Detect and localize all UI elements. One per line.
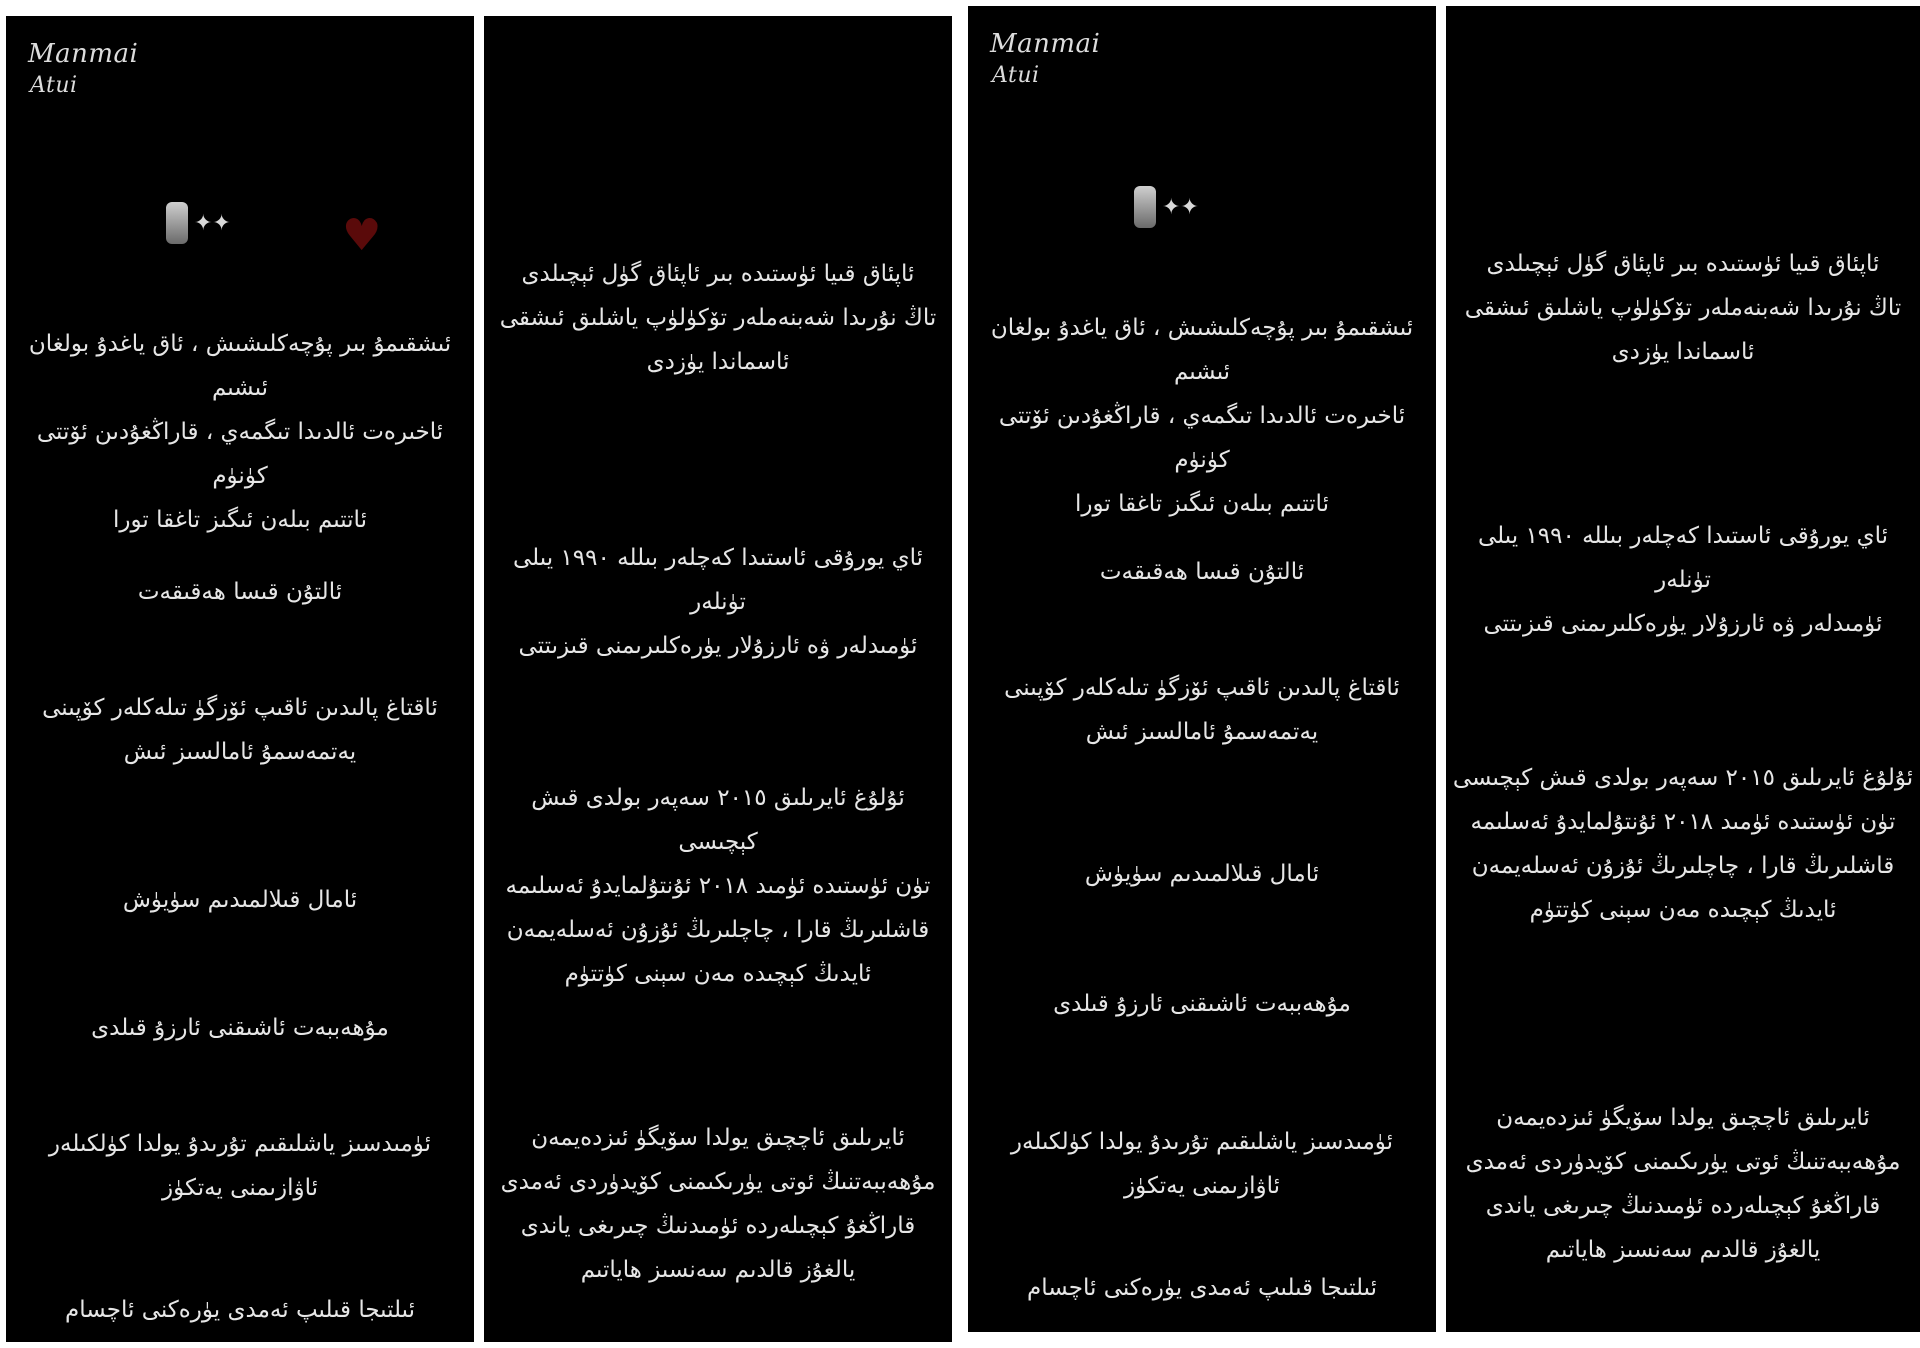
emblem-mark: ✦✦ (1162, 194, 1199, 220)
verse-block: ئاپئاق قىيا ئۈستىدە بىر ئاپئاق گۈل ئېچىلدى تاڭ نۇرىدا شەبنەملەر تۆكۈلۈپ ياشلىق ئىشقى ئاسماندا يۈزدى (1464, 251, 1902, 365)
verse-block: ئاي يورۇقى ئاستىدا كەچلەر بىللە ١٩٩٠ يىلى تۈنلەر ئۈمىدلەر ۋە ئارزۇلار يۈرەكلىرىمنى قىزىتتى (1478, 523, 1888, 637)
emblem-badge (1134, 186, 1199, 228)
verse-block: ئۇلۇغ ئايرىلىق ٢٠١٥ سەپەر بولدى قىش كېچىسى تۈن ئۈستىدە ئۈمىد ٢٠١٨ ئۇنتۇلمايدۇ ئەسلىمە قاشلىرىڭ قارا ، چاچلىرىڭ ئۇزۇن ئەسلەيمەن ئايدىڭ كېچىدە مەن سېنى كۈتتۈم (1452, 765, 1914, 923)
verse-block: مۇھەببەت ئاشىقنى ئارزۇ قىلدى (91, 1015, 389, 1041)
verse-block: ئامال قىلالمىدىم سۈيۈش (122, 887, 358, 913)
author-watermark (28, 38, 138, 100)
story-panel-3 (968, 6, 1436, 1332)
verse-block: ئىلتىجا قىلىپ ئەمدى يۈرەكنى ئاچسام (64, 1297, 416, 1323)
verse-block: ئىلتىجا قىلىپ ئەمدى يۈرەكنى ئاچسام (1026, 1275, 1378, 1301)
author-sub: Atui (30, 72, 78, 98)
heart-icon: ♥ (342, 210, 382, 261)
author-sub: Atui (992, 62, 1040, 88)
emblem-mark: ✦✦ (194, 210, 231, 236)
candle-icon (1134, 186, 1156, 228)
story-panel-1 (6, 16, 474, 1342)
verse-block: ئايرىلىق ئاچچىق يولدا سۆيگۈ ئىزدەيمەن مۇھەببەتنىڭ ئوتى يۈرىكىمنى كۆيدۈردى ئەمدى قاراڭغۇ كېچىلەردە ئۈمىدنىڭ چىرىغى ياندى يالغۇز قالدىم سەنسىز ھاياتىم (500, 1125, 936, 1283)
panel-divider (956, 6, 959, 1332)
verse-block: ئاي يورۇقى ئاستىدا كەچلەر بىللە ١٩٩٠ يىلى تۈنلەر ئۈمىدلەر ۋە ئارزۇلار يۈرەكلىرىمنى قىزىتتى (513, 545, 923, 659)
verse-block: ئاقتاغ پالىدىن ئاقىپ ئۆزگۈ تىلەكلەر كۆپىنى يەتمەسمۇ ئامالسىز ئىش (42, 695, 438, 765)
verse-block: ئىشقىمۇ بىر پۇچەكلىشىش ، ئاق ياغدۇ بولغان ئىشىم ئاخىرەت ئالدىدا تىگمەي ، قاراڭغۇدىن ئۆتتى كۈنۈم ئاتتىم بىلەن ئىگىز تاغقا تورا (28, 331, 452, 533)
panel-divider (476, 16, 479, 1342)
verse-block: ئاپئاق قىيا ئۈستىدە بىر ئاپئاق گۈل ئېچىلدى تاڭ نۇرىدا شەبنەملەر تۆكۈلۈپ ياشلىق ئىشقى ئاسماندا يۈزدى (499, 261, 937, 375)
verse-block: مۇھەببەت ئاشىقنى ئارزۇ قىلدى (1053, 991, 1351, 1017)
verse-block: ئالتۇن قىسا ھەقىقەت (137, 579, 343, 605)
candle-icon (166, 202, 188, 244)
panel-divider (1440, 6, 1443, 1332)
verse-block: ئالتۇن قىسا ھەقىقەت (1099, 559, 1305, 585)
author-name: Manmai (28, 39, 139, 69)
author-name: Manmai (990, 29, 1101, 59)
verse-block: ئىشقىمۇ بىر پۇچەكلىشىش ، ئاق ياغدۇ بولغان ئىشىم ئاخىرەت ئالدىدا تىگمەي ، قاراڭغۇدىن ئۆتتى كۈنۈم ئاتتىم بىلەن ئىگىز تاغقا تورا (990, 315, 1414, 517)
verse-block: ئاقتاغ پالىدىن ئاقىپ ئۆزگۈ تىلەكلەر كۆپىنى يەتمەسمۇ ئامالسىز ئىش (1004, 675, 1400, 745)
verse-block: ئايرىلىق ئاچچىق يولدا سۆيگۈ ئىزدەيمەن مۇھەببەتنىڭ ئوتى يۈرىكىمنى كۆيدۈردى ئەمدى قاراڭغۇ كېچىلەردە ئۈمىدنىڭ چىرىغى ياندى يالغۇز قالدىم سەنسىز ھاياتىم (1465, 1105, 1901, 1263)
verse-block: ئۇلۇغ ئايرىلىق ٢٠١٥ سەپەر بولدى قىش كېچىسى تۈن ئۈستىدە ئۈمىد ٢٠١٨ ئۇنتۇلمايدۇ ئەسلىمە قاشلىرىڭ قارا ، چاچلىرىڭ ئۇزۇن ئەسلەيمەن ئايدىڭ كېچىدە مەن سېنى كۈتتۈم (505, 785, 931, 987)
verse-block: ئامال قىلالمىدىم سۈيۈش (1084, 861, 1320, 887)
emblem-badge (166, 202, 231, 244)
author-watermark (990, 28, 1100, 90)
verse-block: ئۈمىدسىز ياشلىقىم تۇرىدۇ يولدا كۈلكىلەر ئاۋازىمنى يەتكۈز (48, 1131, 432, 1201)
verse-block: ئۈمىدسىز ياشلىقىم تۇرىدۇ يولدا كۈلكىلەر ئاۋازىمنى يەتكۈز (1010, 1129, 1394, 1199)
story-panel-2 (484, 16, 952, 1342)
story-panel-4 (1446, 6, 1920, 1332)
